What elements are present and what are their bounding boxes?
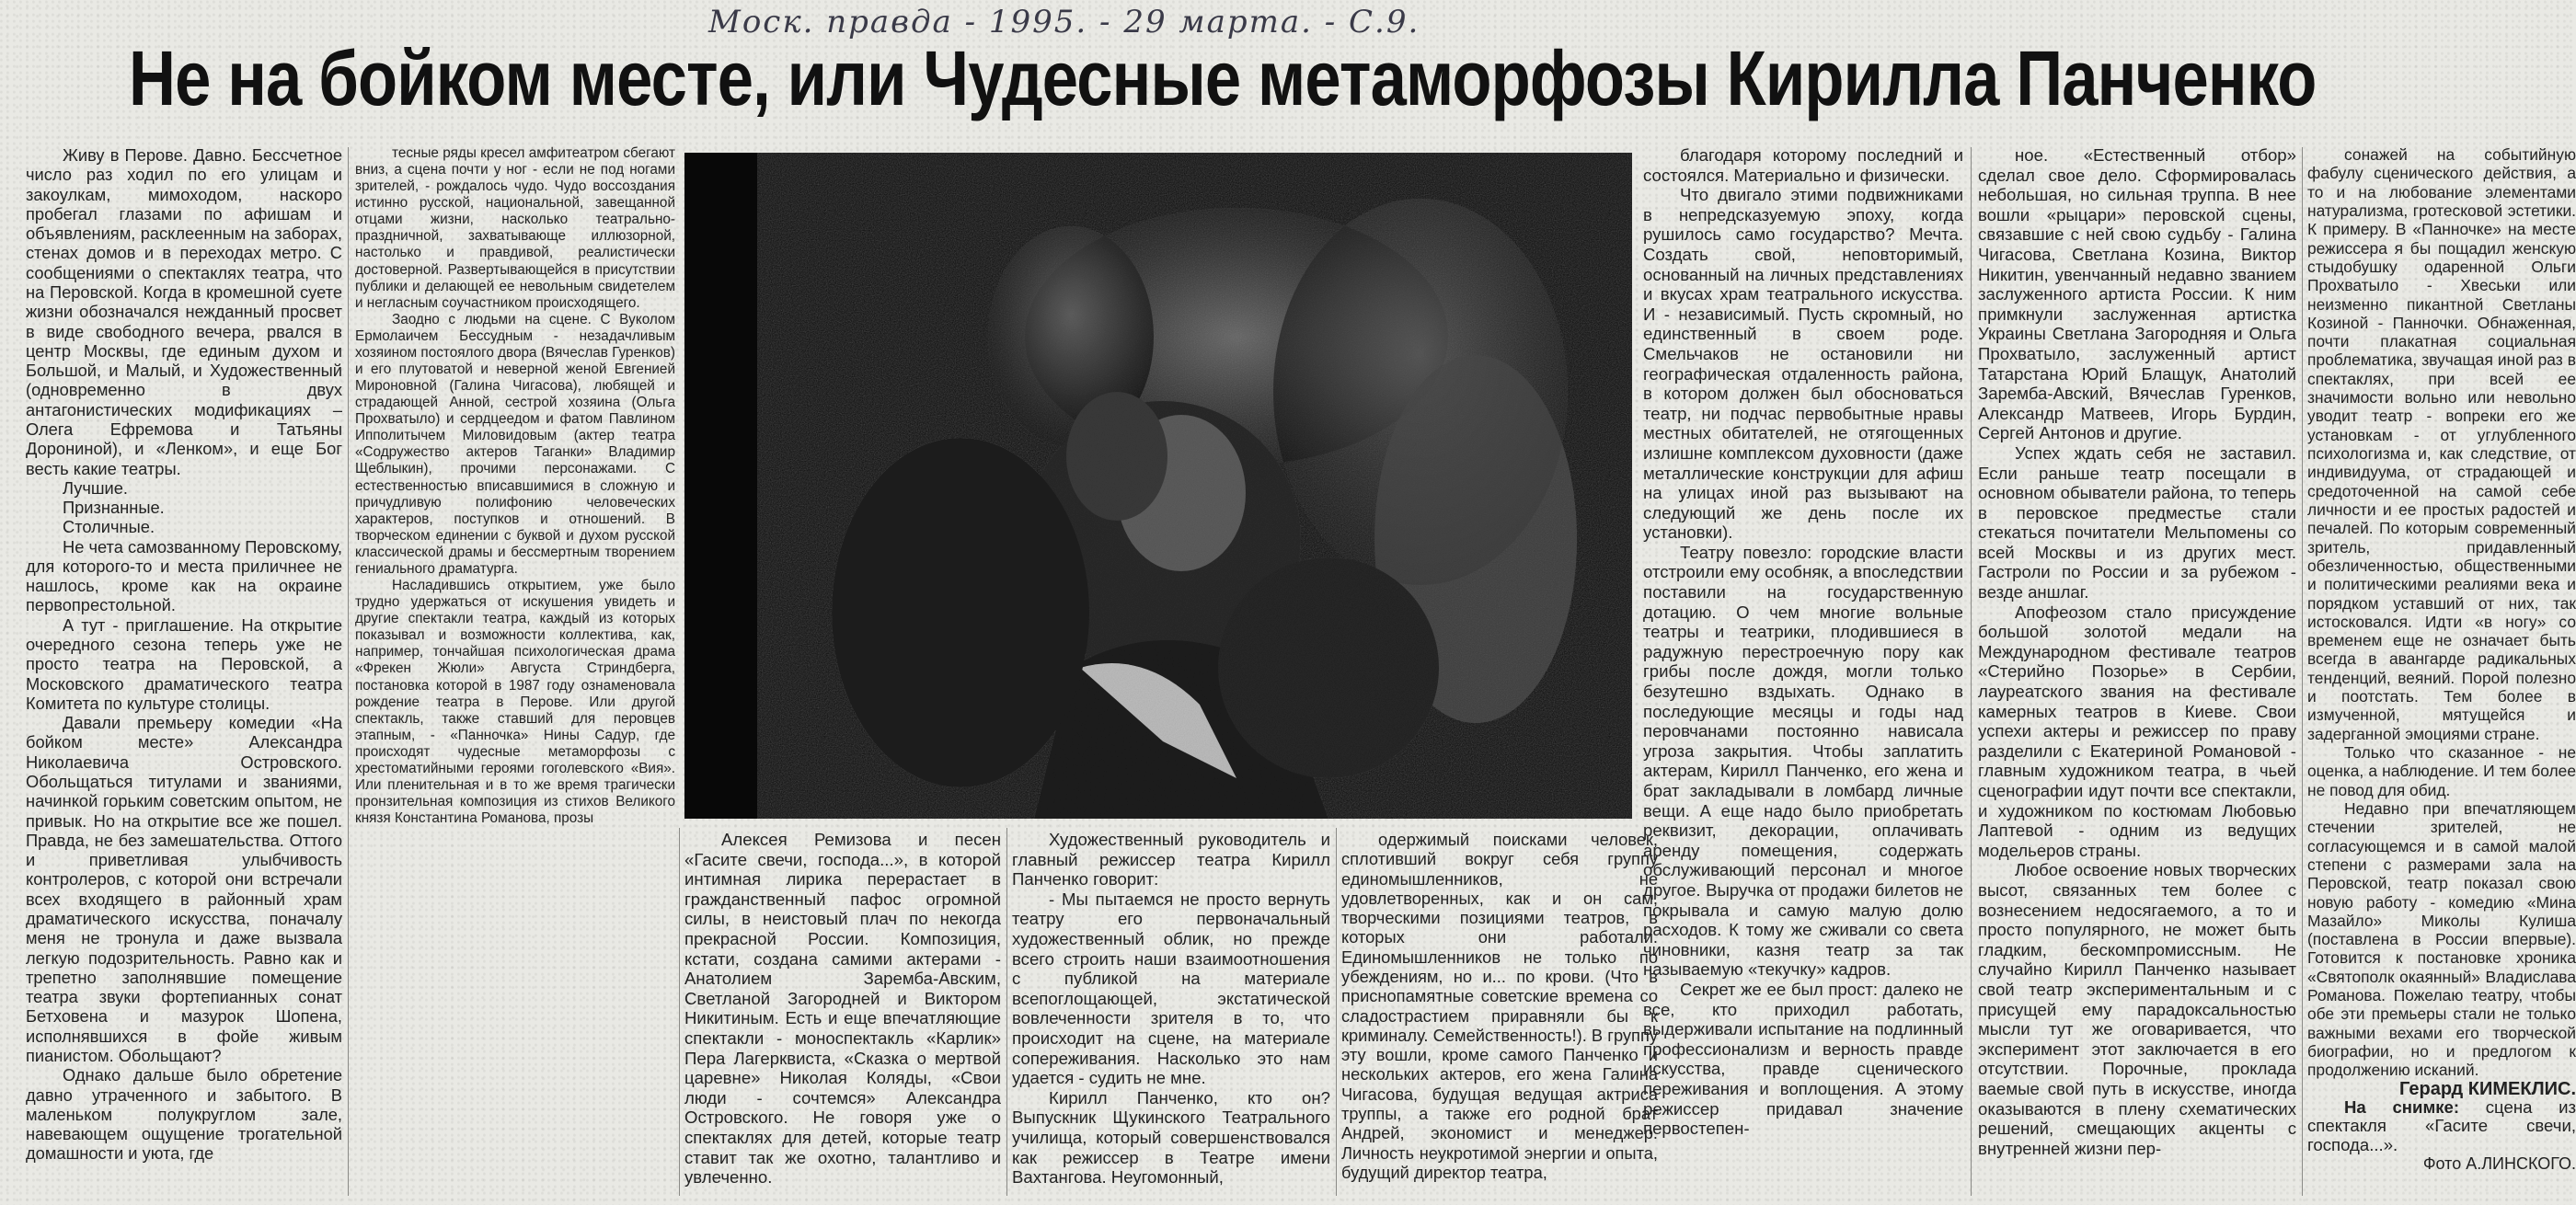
article-paragraph: Успех ждать себя не заставил. Если раньше театр посещали в основном обыватели района, то теперь в перовское предместье стали стекаться почитатели Мельпомены со всей Москвы и из других мест. Гастроли по России и за рубежом - везде аншлаг. [1978, 442, 2296, 602]
article-paragraph: Не чета самозванному Перовскому, для которого-то и места приличнее не нашлось, кроме как на окраине первопрестольной. [26, 536, 342, 615]
text-column-1 [26, 145, 342, 1194]
column-rule [1336, 828, 1337, 1196]
article-paragraph: Недавно при впечатляющем стечении зрителей, не согласующемся и в самой малой степени с размерами зала на Перовской, театр показал свою новую работу - комедию «Мина Мазайло» Миколы Кулиша (поставлена в России впервые). Готовится к постановке хроника «Святополк окаянный» Владислава Романова. Пожелаю театру, чтобы обе эти премьеры стали не только важными вехами его творческой биографии, но и предлогом к продолжению исканий. [2307, 798, 2576, 1080]
article-paragraph: ное. «Естественный отбор» сделал свое дело. Сформировалась небольшая, но сильная труппа. В нее вошли «рыцари» перовской сцены, связавшие с ней свою судьбу - Галина Чигасова, Светлана Козина, Виктор Никитин, увенчанный недавно званием заслуженного артиста России. К ним примкнули заслуженная артистка Украины Светлана Загородняя и Ольга Прохватыло, заслуженный артист Татарстана Юрий Блащук, Анатолий Заремба-Авский, Вячеслав Гуренков, Александр Матвеев, Игорь Бурдин, Сергей Антонов и другие. [1978, 145, 2296, 443]
article-paragraph: Апофеозом стало присуждение большой золотой медали на Международном фестивале театров «Стерийно Позорье» в Сербии, лауреатского звания на фестивале камерных театров в Киеве. Свои успехи актеры и режиссер по праву разделили с Екатериной Романовой - главным художником театра, в чьей сценографии идут почти все спектакли, и художником по костюмам Любовью Лаптевой - одним из ведущих модельеров страны. [1978, 602, 2296, 860]
photo-caption [2307, 1098, 2576, 1154]
article-paragraph: Давали премьеру комедии «На бойком месте» Александра Николаевича Островского. Обольщаться титулами и званиями, начинкой горьким советским опытом, не привык. Но на открытие все же пошел. Правда, не без замешательства. Оттого и приветливая улыбчивость контролеров, с которой они встречали всех входящего в районный храм драматического искусства, поначалу меня не тронула и даже вызвала легкую подозрительность. Равно как и трепетно заполнявшие помещение театра звуки фортепианных сонат Бетховена и мазурок Шопена, исполнявшихся в фойе живым пианистом. Обольщают? [26, 713, 342, 1065]
caption-text: сцена из спектакля «Гасите свечи, господа...». [2307, 1096, 2576, 1154]
column-rule [1006, 828, 1007, 1196]
article-paragraph: А тут - приглашение. На открытие очередного сезона теперь уже не просто театра на Перовской, а Московского драматического театра Комитета по культуре столицы. [26, 614, 342, 713]
text-column-7 [1978, 145, 2296, 1194]
author-signature: Герард КИМЕКЛИС. [2399, 1078, 2576, 1099]
text-column-5 [1341, 830, 1658, 1194]
column-rule [1971, 147, 1972, 1196]
article-paragraph: Кирилл Панченко, кто он? Выпускник Щукинского Театрального училища, который совершенствовался как режиссер в Театре имени Вахтангова. Неугомонный, [1012, 1087, 1330, 1188]
article-paragraph: Алексея Ремизова и песен «Гасите свечи, господа...», в которой интимная лирика перерастает в гражданственный пафос огромной силы, в неистовый плач по некогда прекрасной России. Композиция, кстати, создана самими актерами - Анатолием Заремба-Авским, Светланой Загородней и Виктором Никитиным. Есть и еще впечатляющие спектакли - моноспектакль «Карлик» Пера Лагерквиста, «Сказка о мертвой царевне» Николая Коляды, «Свои люди - сочтемся» Александра Островского. Не говоря уже о спектаклях для детей, которые театр ставит так же охотно, талантливо и увлеченно. [684, 830, 1001, 1188]
article-paragraph: Лучшие. [63, 477, 128, 498]
photo-credit: Фото А.ЛИНСКОГО. [2422, 1153, 2576, 1173]
article-paragraph: Признанные. [63, 498, 165, 518]
article-paragraph: Насладившись открытием, уже было трудно удержаться от искушения увидеть и другие спектакли театра, каждый из которых показывал и возможности коллектива, как, например, тончайшая психологическая драма «Фрекен Жюли» Августа Стриндберга, постановка которой в 1987 году ознаменовала рождение театра в Перове. Или другой спектакль, также ставший для перовцев этапным, - «Панночка» Нины Садур, где происходят чудесные метаморфозы с хрестоматийными героями гоголевского «Вия». Или пленительная и в то же время трагически пронзительная композиция из стихов Великого князя Константина Романова, прозы [355, 578, 675, 827]
article-paragraph: Только что сказанное - не оценка, а наблюдение. И тем более не повод для обид. [2307, 743, 2576, 799]
article-paragraph: Однако дальше было обретение давно утраченного и забытого. В маленьком полукруглом зале, навевающем ощущение трогательной домашности и уюта, где [26, 1065, 342, 1164]
article-paragraph: сонажей на событийную фабулу сценического действия, а то и на любование элементами натурализма, гротесковой эстетики. К примеру. В «Панночке» на месте режиссера я бы пощадил женскую стыдобушку одаренной Ольги Прохватыло - Хвеськи или неизменно пикантной Светланы Козиной - Панночки. Обнаженная, почти плакатная социальная проблематика, звучащая иной раз в спектаклях, при всей ее значимости вольно или невольно уводит театр - вопреки его же установкам - от углубленного психологизма и, как следствие, от индивидуума, от страдающей и средоточенной на самой себе личности и ее простых радостей и печалей. По которым современный зритель, придавленный обезличенностью, общественными и политическими реалиями века и порядком уставший от них, так истосковался. Идти «в ногу» со временем еще не означает быть всегда в авангарде радикальных тенденций, веяний. Порой полезно и поотстать. Тем более в измученной, мятущейся и задерганной эмоциями стране. [2307, 145, 2576, 743]
text-column-8 [2307, 145, 2576, 1194]
article-paragraph: - Мы пытаемся не просто вернуть театру его первоначальный художественный облик, но прежде всего строить наши взаимоотношения с публикой на материале всепоглощающей, экстатической вовлеченности зрителя в то, что происходит на сцене, на материале сопереживания. Насколько это нам удается - судить не мне. [1012, 889, 1330, 1088]
article-paragraph: Театру повезло: городские власти отстроили ему особняк, а впоследствии поставили на государственную дотацию. О чем многие вольные театры и театрики, плодившиеся в радужную перестроечную пору как грибы после дождя, могли только безутешно вздыхать. Однако в последующие месяцы и годы над перовчанами постоянно нависала угроза закрытия. Чтобы заплатить актерам, Кирилл Панченко, его жена и брат закладывали в ломбард личные вещи. А еще надо было приобретать реквизит, декорации, оплачивать аренду помещения, содержать обслуживающий персонал и многое другое. Выручка от продажи билетов не покрывала и самую малую долю расходов. К тому же сживали со света чиновники, казня театр за так называемую «текучку» кадров. [1643, 542, 1963, 980]
article-paragraph: Заодно с людьми на сцене. С Вуколом Ермолаичем Бессудным - незадачливым хозяином постоялого двора (Вячеслав Гуренков) и его плутоватой и неверной женой Евгенией Мироновной (Галина Чигасова), любящей и страдающей Анной, сестрой хозяина (Ольга Прохватыло) и сердцеедом и фатом Павлином Ипполитычем Миловидовым (актер театра «Содружество актеров Таганки» Владимир Щеблыкин), прочими персонажами. С естественностью вписавшимися в сложную и причудливую полифонию человеческих характеров, поступков и отношений. В творческом единении с буквой и духом русской классической драмы и бессмертным творением гениального драматурга. [355, 311, 675, 577]
column-rule [348, 147, 349, 1196]
text-column-4 [1012, 830, 1330, 1194]
article-paragraph: Что двигало этими подвижниками в непредсказуемую эпоху, когда рушилось само государство? Мечта. Создать свой, неповторимый, основанный на личных представлениях и вкусах храм театрального искусства. И - независимый. Пусть скромный, но единственный в своем роде. Смельчаков не остановили ни географическая отдаленность района, в котором должен был обосноваться театр, ни подчас первобытные нравы местных обитателей, не отягощенных излишне комплексом духовности (даже металлические конструкции для афиш на улицах иной раз вызывают на следующий же день после их установки). [1643, 185, 1963, 543]
text-column-3 [684, 830, 1001, 1194]
photo-image [684, 153, 1632, 819]
text-column-6 [1643, 145, 1963, 1194]
article-paragraph: Художественный руководитель и главный режиссер театра Кирилл Панченко говорит: [1012, 830, 1330, 889]
article-paragraph: Столичные. [63, 517, 155, 537]
article-paragraph: Живу в Перове. Давно. Бессчетное число раз ходил по его улицам и закоулкам, мимоходом, наскоро пробегал глазами по афишам и объявлениям, расклеенным на заборах, стенах домов и в переходах метро. С сообщениями о спектаклях театра, что на Перовской. Когда в кромешной суете жизни обозначался нежданный просвет в виде свободного вечера, рвался в центр Москвы, где единым духом и Большой, и Малый, и Художественный (одновременно в двух антагонистических модификациях – Олега Ефремова и Татьяны Дорониной), и «Ленком», и еще Бог весть какие театры. [26, 145, 342, 478]
article-paragraph: Секрет же ее был прост: далеко не все, кто приходил работать, выдерживали испытание на подлинный профессионализм и верность правде искусства, правде сценического переживания и воплощения. А этому режиссер придавал значение первостепен- [1643, 979, 1963, 1139]
article-paragraph: одержимый поисками человек, сплотивший вокруг себя группу единомышленников, не удовлетворенных, как и он сам, творческими позициями театров, в которых они работали. Единомышленников не только по убеждениям, но и... по крови. (Что в приснопамятные советские времена со сладострастием приравняли бы к криминалу. Семейственность!). В группу эту вошли, кроме самого Панченко и нескольких актеров, его жена Галина Чигасова, будущая ведущая актриса труппы, а также его родной брат Андрей, экономист и менеджер. Личность неукротимой энергии и опыта, будущий директор театра, [1341, 830, 1658, 1182]
article-paragraph: благодаря которому последний и состоялся. Материально и физически. [1643, 145, 1963, 185]
article-paragraph: Любое освоение новых творческих высот, связанных тем более с вознесением недосягаемого, а то и просто популярного, не может быть гладким, бескомпромиссным. Не случайно Кирилл Панченко называет свой театр экспериментальным и с присущей ему парадоксальностью мысли тут же оговаривается, что эксперимент этот заключается в его отсутствии. Порочные, проклада ваемые свой путь в искусстве, иногда оказываются в плену схематических решений, смещающих акценты с внутренней жизни пер- [1978, 860, 2296, 1158]
scene-photo [684, 153, 1632, 819]
column-rule [679, 828, 680, 1196]
handwritten-source-note: Моск. правда - 1995. - 29 марта. - С.9. [708, 4, 1420, 40]
article-headline: Не на бойком месте, или Чудесные метаморфозы Кирилла Панченко [129, 35, 2317, 121]
column-rule [2302, 147, 2303, 1196]
article-paragraph: тесные ряды кресел амфитеатром сбегают вниз, а сцена почти у ног - если не под ногами зрителей, - рождалось чудо. Чудо воссоздания истинно русской, национальной, завещанной отцами жизни, насколько театрально-праздничной, захватывающе иллюзорной, настолько и правдивой, реалистически достоверной. Развертывающейся в присутствии публики и делающей ее невольным свидетелем и негласным соучастником происходящего. [355, 145, 675, 311]
text-column-2 [355, 145, 675, 828]
caption-label: На снимке: [2344, 1096, 2460, 1117]
